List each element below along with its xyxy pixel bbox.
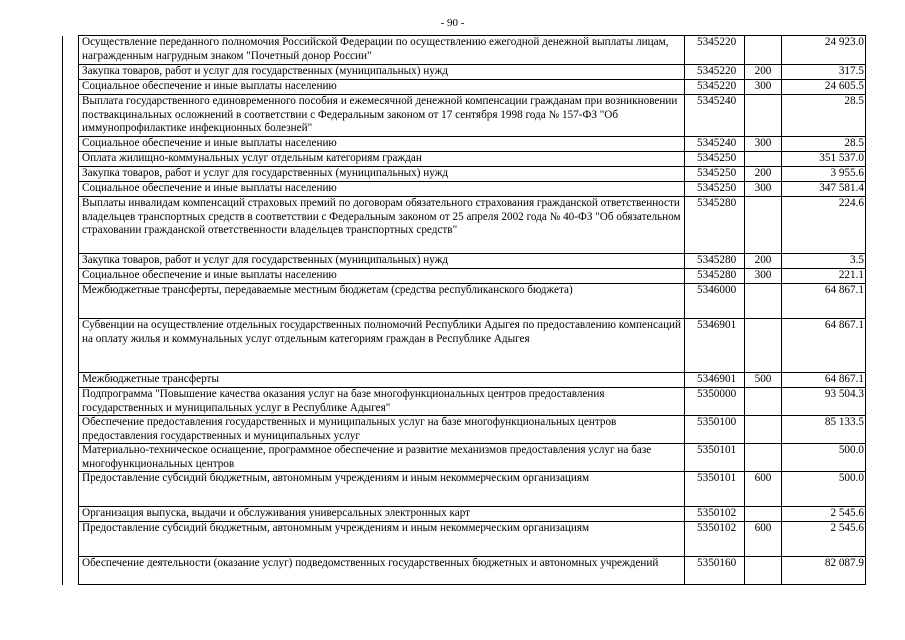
row-code: 5350100: [685, 416, 745, 444]
margin-cell: [63, 65, 79, 80]
row-amount: 85 133.5: [782, 416, 866, 444]
row-vr: 600: [745, 472, 782, 507]
row-amount: 2 545.6: [782, 507, 866, 522]
row-amount: 24 605.5: [782, 80, 866, 95]
row-name: Организация выпуска, выдачи и обслуживания универсальных электронных карт: [79, 507, 685, 522]
row-amount: 224.6: [782, 197, 866, 254]
row-amount: 221.1: [782, 269, 866, 284]
row-name: Субвенции на осуществление отдельных государственных полномочий Республики Адыгея по предоставлению компенсаций на оплату жилья и коммунальных услуг отдельным категориям граждан в Республике Адыгея: [79, 319, 685, 373]
row-amount: 3 955.6: [782, 167, 866, 182]
row-vr: [745, 36, 782, 65]
row-name: Выплата государственного единовременного пособия и ежемесячной денежной компенсации гражданам при возникновении поствакцинальных осложнений в соответствии с Федеральным законом от 17 сентября 1998 года № 157-ФЗ "Об иммунопрофилактике инфекционных болезней": [79, 95, 685, 137]
row-amount: 351 537.0: [782, 152, 866, 167]
table-row: [63, 254, 866, 269]
table-row: [63, 507, 866, 522]
row-name: Обеспечение предоставления государственных и муниципальных услуг на базе многофункциональных центров предоставления государственных и муниципальных услуг: [79, 416, 685, 444]
row-code: 5345250: [685, 152, 745, 167]
table-row: [63, 444, 866, 472]
row-amount: 93 504.3: [782, 388, 866, 416]
row-name: Закупка товаров, работ и услуг для государственных (муниципальных) нужд: [79, 65, 685, 80]
row-vr: [745, 557, 782, 585]
table-row: [63, 36, 866, 65]
row-amount: 82 087.9: [782, 557, 866, 585]
row-amount: 64 867.1: [782, 373, 866, 388]
margin-cell: [63, 167, 79, 182]
table-row: [63, 416, 866, 444]
margin-cell: [63, 269, 79, 284]
row-code: 5345280: [685, 269, 745, 284]
row-name: Межбюджетные трансферты, передаваемые местным бюджетам (средства республиканского бюджета): [79, 284, 685, 319]
row-code: 5350102: [685, 522, 745, 557]
margin-cell: [63, 319, 79, 373]
row-code: 5345280: [685, 254, 745, 269]
margin-cell: [63, 507, 79, 522]
margin-cell: [63, 557, 79, 585]
row-vr: 300: [745, 137, 782, 152]
row-vr: 200: [745, 167, 782, 182]
table-row: [63, 95, 866, 137]
margin-cell: [63, 388, 79, 416]
row-amount: 317.5: [782, 65, 866, 80]
row-vr: 200: [745, 254, 782, 269]
table-row: [63, 137, 866, 152]
row-name: Социальное обеспечение и иные выплаты населению: [79, 80, 685, 95]
row-code: 5346901: [685, 373, 745, 388]
row-code: 5345240: [685, 137, 745, 152]
row-code: 5345250: [685, 167, 745, 182]
table-row: [63, 388, 866, 416]
row-vr: [745, 319, 782, 373]
row-name: Предоставление субсидий бюджетным, автономным учреждениям и иным некоммерческим организациям: [79, 472, 685, 507]
row-vr: [745, 152, 782, 167]
table-row: [63, 182, 866, 197]
row-vr: [745, 444, 782, 472]
table-row: [63, 284, 866, 319]
row-code: 5350160: [685, 557, 745, 585]
row-code: 5350000: [685, 388, 745, 416]
row-amount: 28.5: [782, 95, 866, 137]
row-name: Закупка товаров, работ и услуг для государственных (муниципальных) нужд: [79, 254, 685, 269]
row-vr: 500: [745, 373, 782, 388]
row-code: 5345220: [685, 36, 745, 65]
row-vr: 300: [745, 80, 782, 95]
budget-table: [62, 35, 866, 585]
row-amount: 500.0: [782, 444, 866, 472]
row-vr: [745, 284, 782, 319]
row-amount: 2 545.6: [782, 522, 866, 557]
row-name: Выплаты инвалидам компенсаций страховых премий по договорам обязательного страхования гражданской ответственности владельцев транспортных средств в соответствии с Федеральным законом от 25 апреля 2002 года № 40-ФЗ "Об обязательном страховании гражданской ответственности владельцев транспортных средств": [79, 197, 685, 254]
row-vr: [745, 388, 782, 416]
margin-cell: [63, 416, 79, 444]
table-row: [63, 319, 866, 373]
margin-cell: [63, 95, 79, 137]
row-amount: 64 867.1: [782, 319, 866, 373]
margin-cell: [63, 284, 79, 319]
row-amount: 24 923.0: [782, 36, 866, 65]
table-row: [63, 65, 866, 80]
table-row: [63, 80, 866, 95]
row-code: 5345220: [685, 80, 745, 95]
row-amount: 3.5: [782, 254, 866, 269]
row-vr: 300: [745, 269, 782, 284]
page-number: - 90 -: [440, 17, 465, 29]
row-name: Осуществление переданного полномочия Российской Федерации по осуществлению ежегодной денежной выплаты лицам, награжденным нагрудным знаком "Почетный донор России": [79, 36, 685, 65]
margin-cell: [63, 254, 79, 269]
margin-cell: [63, 472, 79, 507]
table-row: [63, 557, 866, 585]
margin-cell: [63, 197, 79, 254]
row-code: 5350101: [685, 444, 745, 472]
row-code: 5345240: [685, 95, 745, 137]
row-name: Обеспечение деятельности (оказание услуг) подведомственных государственных бюджетных и автономных учреждений: [79, 557, 685, 585]
row-code: 5345280: [685, 197, 745, 254]
row-name: Социальное обеспечение и иные выплаты населению: [79, 182, 685, 197]
row-vr: 300: [745, 182, 782, 197]
table-row: [63, 152, 866, 167]
row-amount: 64 867.1: [782, 284, 866, 319]
table-row: [63, 472, 866, 507]
row-code: 5350102: [685, 507, 745, 522]
row-name: Межбюджетные трансферты: [79, 373, 685, 388]
margin-cell: [63, 182, 79, 197]
row-vr: [745, 197, 782, 254]
table-row: [63, 269, 866, 284]
margin-cell: [63, 80, 79, 95]
row-name: Закупка товаров, работ и услуг для государственных (муниципальных) нужд: [79, 167, 685, 182]
margin-cell: [63, 152, 79, 167]
row-code: 5350101: [685, 472, 745, 507]
row-name: Оплата жилищно-коммунальных услуг отдельным категориям граждан: [79, 152, 685, 167]
margin-cell: [63, 444, 79, 472]
row-vr: [745, 507, 782, 522]
margin-cell: [63, 522, 79, 557]
row-name: Материально-техническое оснащение, программное обеспечение и развитие механизмов предоставления услуг на базе многофункциональных центров: [79, 444, 685, 472]
row-name: Социальное обеспечение и иные выплаты населению: [79, 269, 685, 284]
table-row: [63, 167, 866, 182]
row-code: 5346901: [685, 319, 745, 373]
table-row: [63, 373, 866, 388]
table-row: [63, 197, 866, 254]
row-code: 5346000: [685, 284, 745, 319]
row-name: Подпрограмма "Повышение качества оказания услуг на базе многофункциональных центров предоставления государственных и муниципальных услуг в Республике Адыгея": [79, 388, 685, 416]
row-vr: 600: [745, 522, 782, 557]
row-name: Предоставление субсидий бюджетным, автономным учреждениям и иным некоммерческим организациям: [79, 522, 685, 557]
row-amount: 347 581.4: [782, 182, 866, 197]
table-row: [63, 522, 866, 557]
row-amount: 500.0: [782, 472, 866, 507]
row-amount: 28.5: [782, 137, 866, 152]
row-code: 5345250: [685, 182, 745, 197]
row-vr: [745, 95, 782, 137]
row-vr: [745, 416, 782, 444]
margin-cell: [63, 36, 79, 65]
margin-cell: [63, 373, 79, 388]
margin-cell: [63, 137, 79, 152]
row-name: Социальное обеспечение и иные выплаты населению: [79, 137, 685, 152]
row-vr: 200: [745, 65, 782, 80]
row-code: 5345220: [685, 65, 745, 80]
